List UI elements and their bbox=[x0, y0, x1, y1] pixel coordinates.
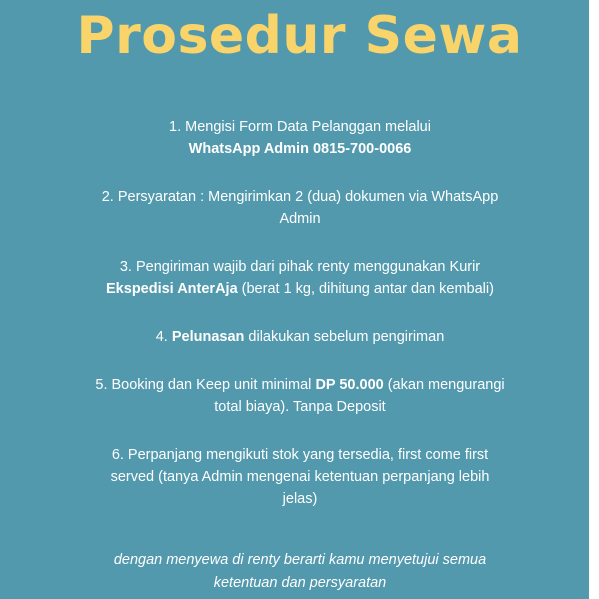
procedure-step-3 bbox=[60, 256, 540, 300]
step-text: jelas) bbox=[282, 491, 318, 507]
step-text: served (tanya Admin mengenai ketentuan perpanjang lebih bbox=[110, 469, 490, 485]
procedure-step-6 bbox=[60, 444, 540, 510]
agreement-note-line-2: ketentuan dan persyaratan bbox=[213, 575, 387, 591]
procedure-step-4 bbox=[60, 326, 540, 348]
step-text: 6. Perpanjang mengikuti stok yang tersedia, first come first bbox=[111, 447, 489, 463]
step-text: (akan mengurangi bbox=[383, 377, 505, 393]
step-highlight: Ekspedisi AnterAja bbox=[106, 281, 238, 297]
step-highlight: DP 50.000 bbox=[315, 377, 384, 393]
agreement-note-line-1: dengan menyewa di renty berarti kamu menyetujui semua bbox=[113, 552, 487, 568]
step-text: Admin bbox=[279, 211, 321, 227]
page-title: Prosedur Sewa bbox=[76, 6, 523, 66]
step-text: total biaya). Tanpa Deposit bbox=[214, 399, 386, 415]
procedure-step-2 bbox=[60, 186, 540, 230]
step-text: (berat 1 kg, dihitung antar dan kembali) bbox=[237, 281, 494, 297]
step-text: dilakukan sebelum pengiriman bbox=[244, 329, 445, 345]
procedure-list bbox=[60, 116, 540, 536]
step-text: 2. Persyaratan : Mengirimkan 2 (dua) dokumen via WhatsApp bbox=[101, 189, 499, 205]
step-highlight: Pelunasan bbox=[171, 329, 245, 345]
procedure-step-1 bbox=[60, 116, 540, 160]
procedure-step-5 bbox=[60, 374, 540, 418]
step-text: 1. Mengisi Form Data Pelanggan melalui bbox=[169, 119, 431, 135]
step-text: 5. Booking dan Keep unit minimal bbox=[95, 377, 316, 393]
step-highlight: WhatsApp Admin 0815-700-0066 bbox=[188, 141, 412, 157]
step-text: 4. bbox=[155, 329, 172, 345]
agreement-note bbox=[60, 549, 540, 595]
step-text: 3. Pengiriman wajib dari pihak renty menggunakan Kurir bbox=[119, 259, 481, 275]
